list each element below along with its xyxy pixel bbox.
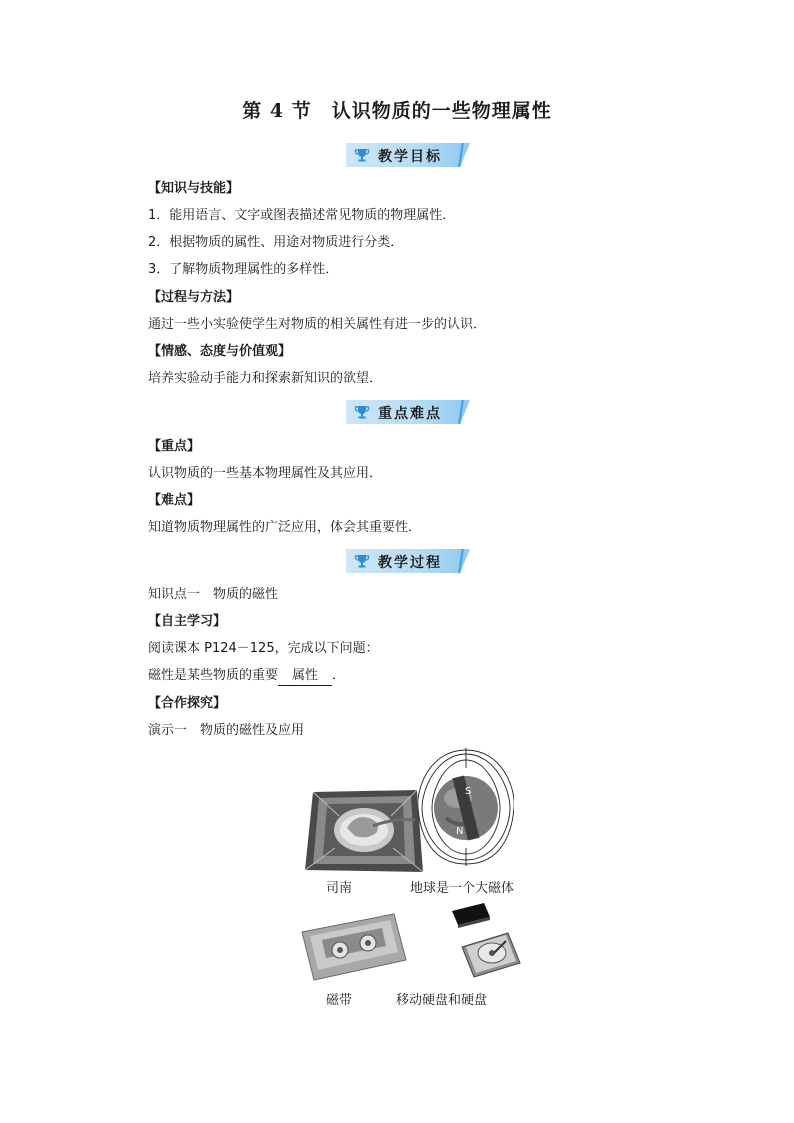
compass-image [303, 788, 425, 874]
trophy-icon [354, 553, 370, 569]
cooperation-heading: 【合作探究】 [148, 696, 227, 711]
banner-label: 教学过程 [378, 555, 442, 571]
process-method-text: 通过一些小实验使学生对物质的相关属性有进一步的认识． [148, 317, 487, 332]
key-heading: 【重点】 [148, 439, 201, 454]
tape-caption: 磁带 [326, 993, 353, 1008]
hard-disk-image [448, 903, 524, 979]
disk-caption: 移动硬盘和硬盘 [396, 993, 488, 1008]
pole-n-label: N [456, 826, 464, 837]
banner-teaching-process [346, 549, 470, 573]
earth-caption: 地球是一个大磁体 [410, 881, 515, 896]
fill-in-question [148, 667, 345, 686]
key-text: 认识物质的一些基本物理属性及其应用． [148, 466, 383, 481]
knowledge-item: 3．了解物质物理属性的多样性． [148, 262, 339, 277]
page-title: 第 4 节 认识物质的一些物理属性 [242, 100, 552, 122]
difficult-heading: 【难点】 [148, 493, 201, 508]
knowledge-point-title: 知识点一 物质的磁性 [148, 587, 279, 602]
question-prefix: 磁性是某些物质的重要 [148, 668, 279, 683]
knowledge-heading: 【知识与技能】 [148, 181, 240, 196]
cassette-tape-image [298, 912, 408, 982]
compass-caption: 司南 [326, 881, 353, 896]
banner-key-points [346, 400, 470, 424]
trophy-icon [354, 147, 370, 163]
answer-blank: 属性 [278, 667, 332, 686]
pole-s-label: S [465, 786, 472, 797]
demo-title: 演示一 物质的磁性及应用 [148, 723, 305, 738]
earth-magnet-image [418, 748, 514, 866]
self-study-heading: 【自主学习】 [148, 614, 227, 629]
reading-instruction: 阅读课本 P124－125，完成以下问题： [148, 641, 379, 656]
emotion-text: 培养实验动手能力和探索新知识的欲望． [148, 371, 383, 386]
banner-label: 重点难点 [378, 406, 442, 422]
question-suffix: ． [332, 668, 346, 683]
knowledge-item: 1．能用语言、文字或图表描述常见物质的物理属性． [148, 208, 456, 223]
trophy-icon [354, 404, 370, 420]
emotion-heading: 【情感、态度与价值观】 [148, 344, 292, 359]
banner-teaching-goals [346, 143, 470, 167]
banner-label: 教学目标 [378, 149, 442, 165]
process-method-heading: 【过程与方法】 [148, 290, 240, 305]
knowledge-item: 2．根据物质的属性、用途对物质进行分类． [148, 235, 404, 250]
difficult-text: 知道物质物理属性的广泛应用，体会其重要性． [148, 520, 422, 535]
